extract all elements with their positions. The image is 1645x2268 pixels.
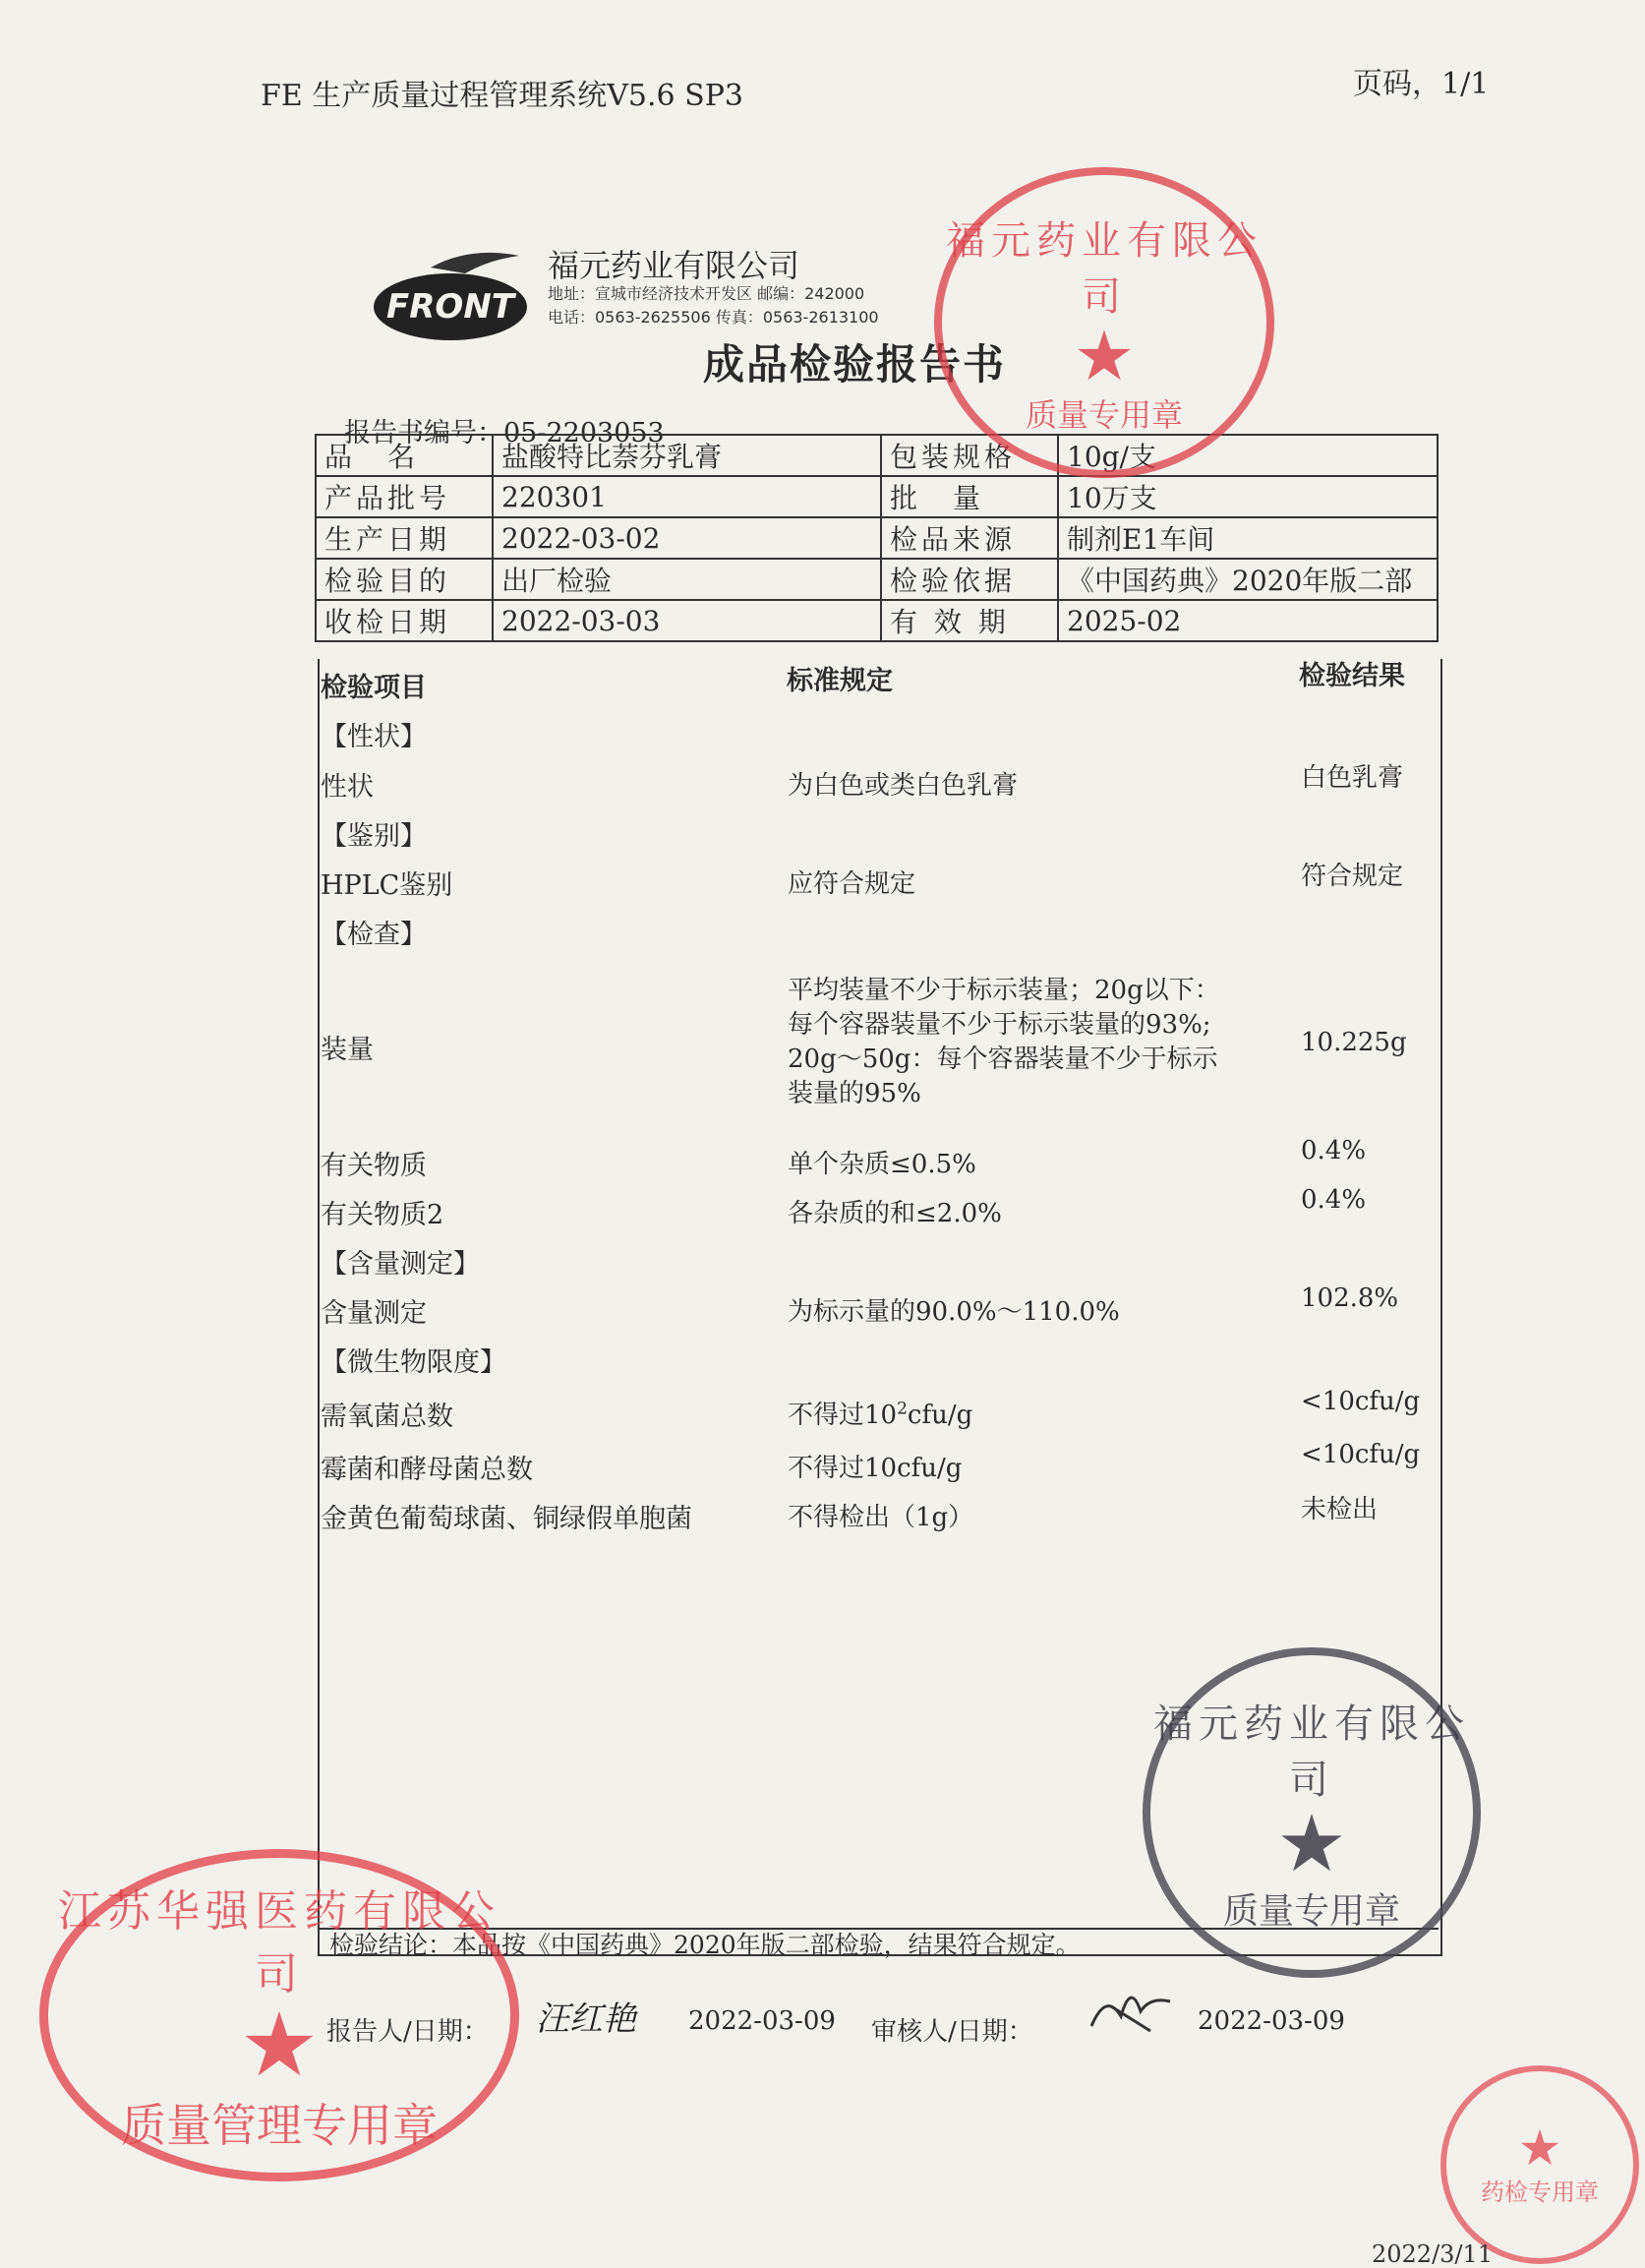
reviewer-signature [1082,1972,1180,2041]
test-standard: 单个杂质≤0.5% [788,1150,976,1179]
company-address: 地址：宣城市经济技术开发区 邮编：242000 [548,284,865,303]
test-item: 装量 [321,1035,374,1065]
info-row [316,435,1438,476]
test-item: HPLC鉴别 [321,870,453,901]
test-result: 0.4% [1301,1185,1367,1215]
reporter-signature: 汪红艳 [536,1999,636,2039]
test-result: 0.4% [1301,1136,1367,1165]
test-item: 性状 [321,772,374,803]
info-value: 《中国药典》2020年版二部 [1058,559,1438,600]
company-quality-stamp-red: 福元药业有限公司 ★ 质量专用章 [934,167,1274,478]
section-heading: 【性状】 [321,722,427,752]
test-result: 白色乳膏 [1301,763,1404,793]
section-heading: 【鉴别】 [321,821,427,852]
info-label: 检验依据 [881,559,1058,600]
test-item: 有关物质2 [321,1200,444,1230]
info-value: 制剂E1车间 [1058,517,1438,559]
section-heading: 【微生物限度】 [321,1347,506,1378]
info-label: 生产日期 [316,517,493,559]
reviewer-date: 2022-03-09 [1198,2006,1345,2036]
footer-date: 2022/3/11 [1372,2240,1494,2268]
company-phone: 电话：0563-2625506 传真：0563-2613100 [548,308,879,327]
info-value: 10万支 [1058,476,1438,517]
test-result: 未检出 [1301,1495,1379,1524]
test-standard: 应符合规定 [788,869,916,899]
column-header-item: 检验项目 [321,673,427,703]
standard-exponent: 2 [897,1399,908,1419]
info-value: 2025-02 [1058,600,1438,641]
inspection-stamp: ★ 药检专用章 [1440,2065,1639,2264]
info-label: 检验目的 [316,559,493,600]
info-row [316,559,1438,600]
standard-line: 每个容器装量不少于标示装量的93%; [788,1010,1211,1040]
test-item: 含量测定 [321,1298,427,1329]
test-result: <10cfu/g [1301,1387,1421,1416]
test-result: 102.8% [1301,1283,1399,1313]
report-number: 报告书编号：05-2203053 [344,418,665,448]
standard-line: 平均装量不少于标示装量；20g以下： [788,976,1220,1005]
test-result: <10cfu/g [1301,1440,1421,1469]
test-result: 符合规定 [1301,862,1404,891]
section-heading: 【含量测定】 [321,1249,480,1280]
info-label: 检品来源 [881,517,1058,559]
reporter-label: 报告人/日期： [326,2017,489,2047]
test-standard [788,1395,972,1431]
info-label: 批 量 [881,476,1058,517]
reviewer-label: 审核人/日期： [871,2017,1033,2047]
page-number: 页码，1/1 [1353,67,1490,101]
test-standard: 为白色或类白色乳膏 [788,771,1019,801]
info-label: 包装规格 [881,435,1058,476]
company-name: 福元药业有限公司 [548,247,800,284]
test-standard: 各杂质的和≤2.0% [788,1199,1002,1228]
standard-line: 装量的95% [788,1079,921,1108]
test-result: 10.225g [1301,1028,1407,1057]
distributor-quality-stamp: 江苏华强医药有限公司 ★ 质量管理专用章 [39,1849,519,2181]
info-row [316,600,1438,641]
test-standard: 不得检出（1g） [788,1503,974,1532]
test-standard: 不得过10cfu/g [788,1454,963,1483]
test-standard: 为标示量的90.0%～110.0% [788,1297,1120,1327]
info-label: 收检日期 [316,600,493,641]
column-header-result: 检验结果 [1299,661,1405,691]
document-title: 成品检验报告书 [703,340,1007,388]
info-row [316,476,1438,517]
product-info-table [315,434,1439,642]
info-row [316,517,1438,559]
standard-text: 不得过10 [788,1401,898,1430]
info-label: 品 名 [316,435,493,476]
test-standard [788,974,1220,1111]
test-item: 需氧菌总数 [321,1402,453,1432]
info-value: 出厂检验 [493,559,881,600]
test-item: 有关物质 [321,1151,427,1181]
test-item: 霉菌和酵母菌总数 [321,1455,533,1485]
test-item: 金黄色葡萄球菌、铜绿假单胞菌 [321,1504,692,1534]
info-value: 2022-03-02 [493,517,881,559]
standard-unit: cfu/g [907,1401,973,1430]
info-value: 盐酸特比萘芬乳膏 [493,435,881,476]
company-logo [372,246,529,344]
reporter-date: 2022-03-09 [688,2006,836,2036]
info-label: 产品批号 [316,476,493,517]
info-value: 10g/支 [1058,435,1438,476]
conclusion-text: 检验结论：本品按《中国药典》2020年版二部检验，结果符合规定。 [329,1931,1081,1959]
column-header-standard: 标准规定 [787,666,893,696]
info-value: 2022-03-03 [493,600,881,641]
logo-text: FRONT [386,287,514,327]
company-quality-stamp-gray: 福元药业有限公司 ★ 质量专用章 [1143,1647,1481,1978]
info-label: 有 效 期 [881,600,1058,641]
standard-line: 20g～50g：每个容器装量不少于标示 [788,1044,1218,1074]
section-heading: 【检查】 [321,920,427,950]
info-value: 220301 [493,476,881,517]
system-name: FE 生产质量过程管理系统V5.6 SP3 [261,79,743,113]
